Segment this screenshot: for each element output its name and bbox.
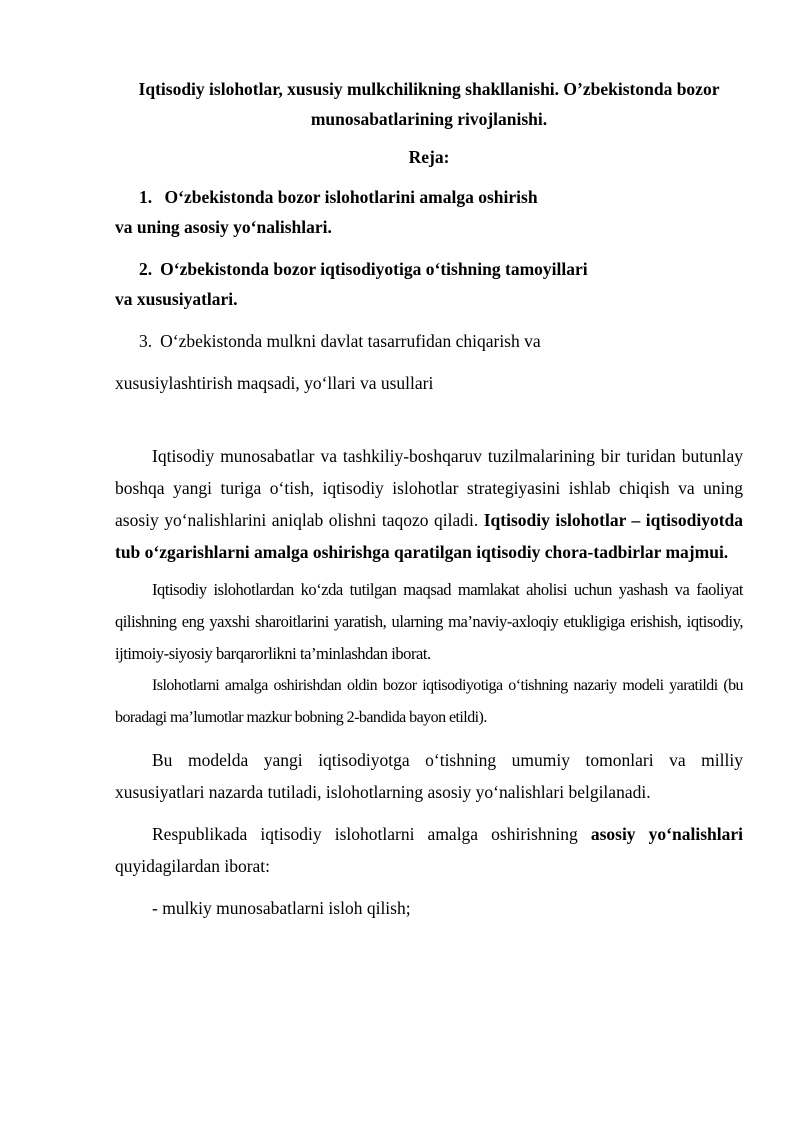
plan-item-number: 1. [139,187,153,207]
plan-item-number: 3. [139,331,153,351]
plan-item-2 [115,254,743,314]
plan-item-line: O‘zbekistonda mulkni davlat tasarrufidan chiqarish va [160,331,541,351]
document-page [115,74,743,924]
bullet-item-1: - mulkiy munosabatlarni isloh qilish; [152,898,411,918]
plan-item-1 [115,182,743,242]
paragraph-text: Respublikada iqtisodiy islohotlarni amalga oshirishning [152,824,591,844]
plan-item-line: O‘zbekistonda bozor islohotlarini amalga oshirish [164,187,538,207]
plan-item-number: 2. [139,259,153,279]
plan-item-3 [115,326,743,398]
paragraph-5 [115,818,743,882]
plan-item-line: va uning asosiy yo‘nalishlari. [115,217,332,237]
plan-item-line: O‘zbekistonda bozor iqtisodiyotiga o‘tishning tamoyillari [160,259,588,279]
paragraph-1 [115,440,743,568]
paragraph-definition: Iqtisodiy islohotlar – iqtisodiyotda tub o‘zgarishlarni amalga oshirishga qaratilgan iqtisodiy chora-tadbirlar majmui. [115,510,743,562]
paragraph-3: Islohotlarni amalga oshirishdan oldin bozor iqtisodiyotiga o‘tishning nazariy modeli yaratildi (bu boradagi ma’lumotlar mazkur bobning 2-bandida bayon etildi). [115,677,743,726]
plan-item-line: va xususiyatlari. [115,289,238,309]
plan-item-line: xususiylashtirish maqsadi, yo‘llari va usullari [115,373,434,393]
paragraph-2: Iqtisodiy islohotlardan ko‘zda tutilgan maqsad mamlakat aholisi uchun yashash va faoliyat qilishning eng yaxshi sharoitlarini yaratish, ularning ma’naviy-axloqiy etukligiga erishish, iqtisodiy, ijtimoiy-siyosiy barqarorlikni ta’minlashdan iborat. [115,580,743,663]
document-title: Iqtisodiy islohotlar, xususiy mulkchilikning shakllanishi. O’zbekistonda bozor munosabatlarining rivojlanishi. [138,79,720,129]
plan-heading: Reja: [408,147,450,167]
paragraph-emphasis: asosiy yo‘nalishlari [590,824,743,844]
paragraph-text: Iqtisodiy munosabatlar va tashkiliy-boshqaruv tuzilmalarining bir turidan butunlay boshqa yangi turiga o‘tish, iqtisodiy islohotlar strategiyasini ishlab chiqish va uning asosiy yo‘nalishlarini aniqlab olishni taqozo qiladi. [115,446,743,530]
paragraph-4: Bu modelda yangi iqtisodiyotga o‘tishning umumiy tomonlari va milliy xususiyatlari nazarda tutiladi, islohotlarning asosiy yo‘nalishlari belgilanadi. [115,750,743,802]
paragraph-text: quyidagilardan iborat: [115,856,271,876]
